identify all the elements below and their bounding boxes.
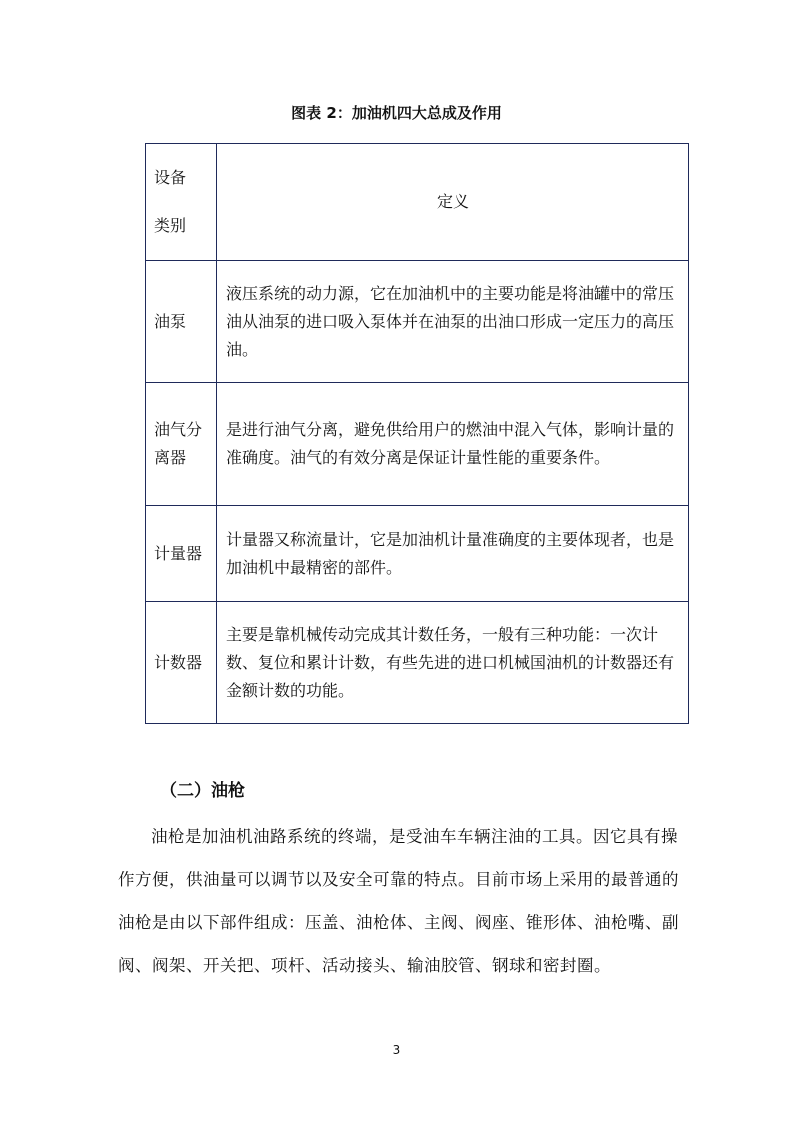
row-category: 油气分离器 — [146, 383, 217, 506]
header-category-line2: 类别 — [154, 216, 187, 235]
header-category-line1: 设备 — [154, 168, 187, 187]
equipment-table — [145, 143, 689, 724]
row-definition: 计量器又称流量计，它是加油机计量准确度的主要体现者，也是加油机中最精密的部件。 — [217, 506, 689, 602]
table-row — [146, 383, 689, 506]
section-title: （二）油枪 — [160, 781, 245, 801]
header-category-cell — [146, 144, 217, 261]
table-header-row — [146, 144, 689, 261]
table-row — [146, 261, 689, 383]
row-category: 计量器 — [146, 506, 217, 602]
row-definition: 主要是靠机械传动完成其计数任务，一般有三种功能：一次计数、复位和累计计数，有些先进的进口机械国油机的计数器还有金额计数的功能。 — [217, 602, 689, 724]
row-category: 油泵 — [146, 261, 217, 383]
table-row — [146, 602, 689, 724]
page-number: 3 — [392, 1043, 401, 1057]
table-caption: 图表 2：加油机四大总成及作用 — [291, 104, 502, 122]
section-paragraph: 油枪是加油机油路系统的终端，是受油车车辆注油的工具。因它具有操作方便，供油量可以调节以及安全可靠的特点。目前市场上采用的最普通的油枪是由以下部件组成：压盖、油枪体、主阀、阀座、锥形体、油枪嘴、副阀、阀架、开关把、项杆、活动接头、输油胶管、钢球和密封圈。 — [118, 827, 679, 975]
header-definition: 定义 — [217, 144, 689, 261]
row-definition: 液压系统的动力源，它在加油机中的主要功能是将油罐中的常压油从油泵的进口吸入泵体并在油泵的出油口形成一定压力的高压油。 — [217, 261, 689, 383]
row-definition: 是进行油气分离，避免供给用户的燃油中混入气体，影响计量的准确度。油气的有效分离是保证计量性能的重要条件。 — [217, 383, 689, 506]
table-row — [146, 506, 689, 602]
row-category: 计数器 — [146, 602, 217, 724]
